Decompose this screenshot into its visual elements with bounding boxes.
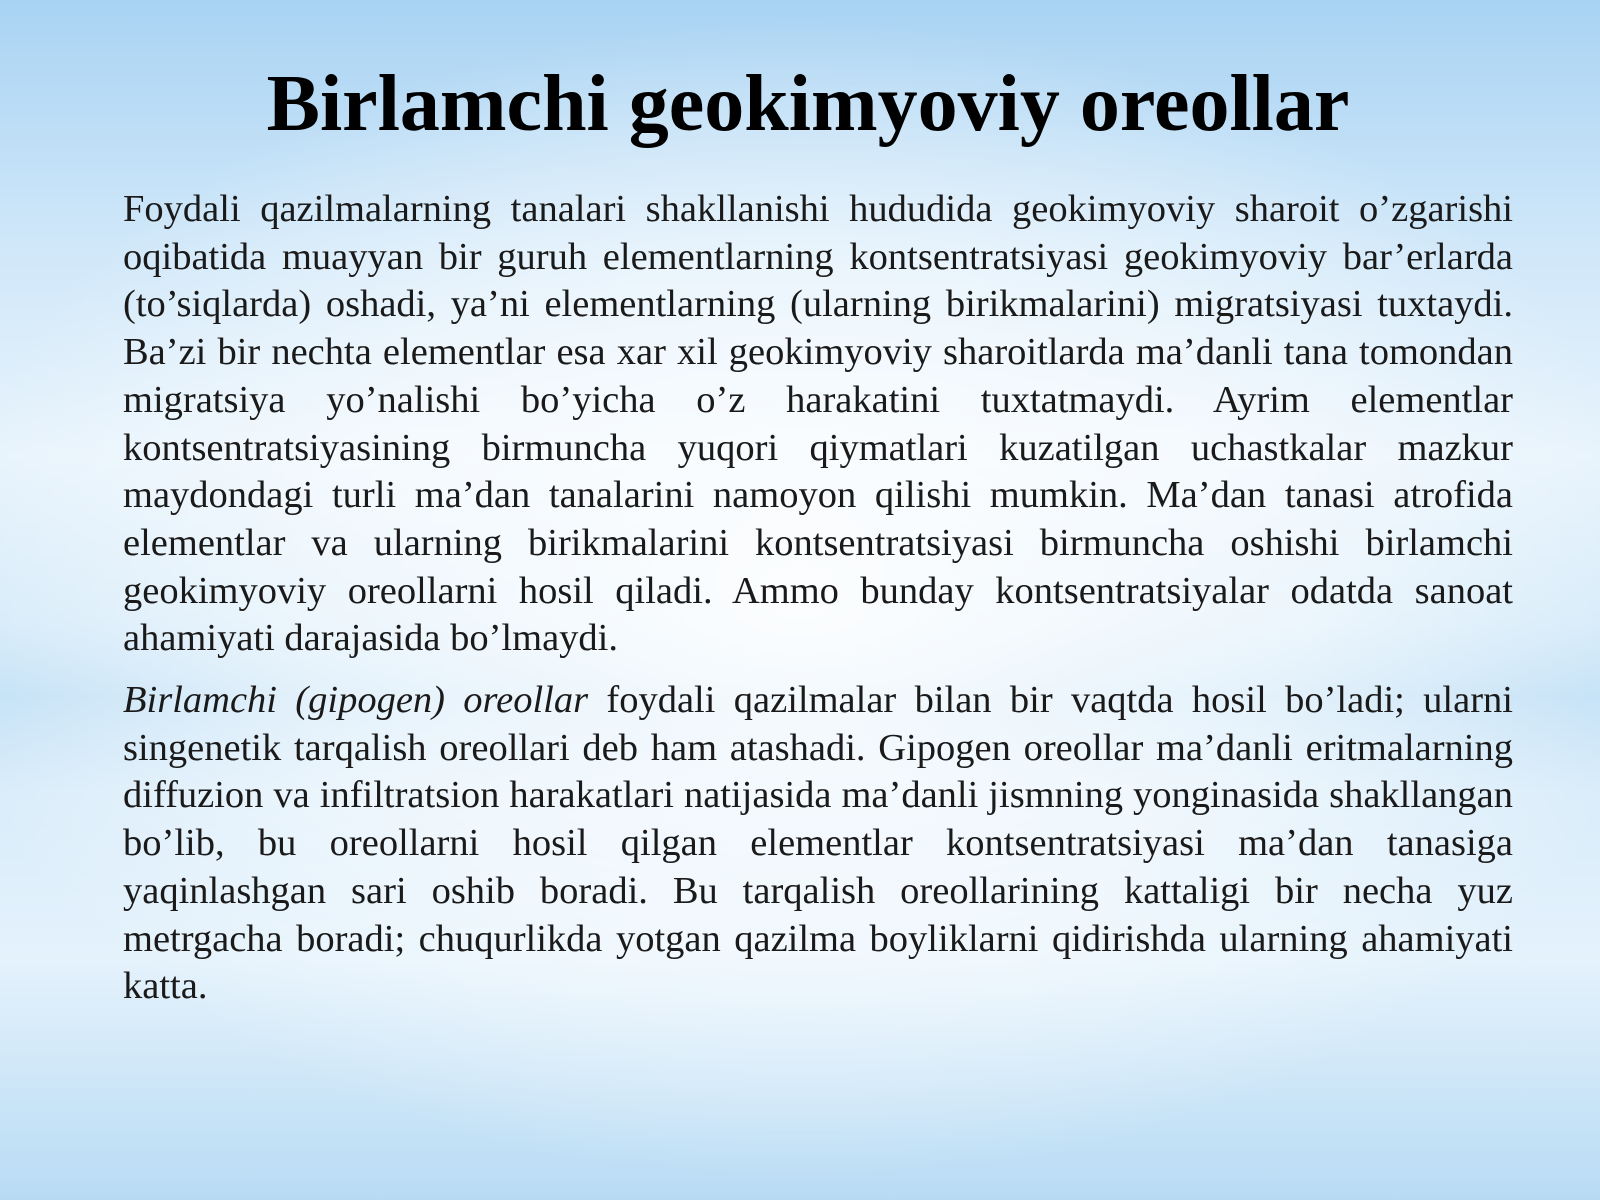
body-paragraph-1: Foydali qazilmalarning tanalari shakllanishi hududida geokimyoviy sharoit o’zgarishi oqibatida muayyan bir guruh elementlarning kontsentratsiyasi geokimyoviy bar’erlarda (to’siqlarda) oshadi, ya’ni elementlarning (ularning birikmalarini) migratsiyasi tuxtaydi. Ba’zi bir nechta elementlar esa xar xil geokimyoviy sharoitlarda ma’danli tana tomondan migratsiya yo’nalishi bo’yicha o’z harakatini tuxtatmaydi. Ayrim elementlar kontsentratsiyasining birmuncha yuqori qiymatlari kuzatilgan uchastkalar mazkur maydondagi turli ma’dan tanalarini namoyon qilishi mumkin. Ma’dan tanasi atrofida elementlar va ularning birikmalarini kontsentratsiyasi birmuncha oshishi birlamchi geokimyoviy oreollarni hosil qiladi. Ammo bunday kontsentratsiyalar odatda sanoat ahamiyati darajasida bo’lmaydi. xyxy=(123,188,1513,660)
body-paragraph-2 xyxy=(123,677,1513,1011)
paragraph-2-text: foydali qazilmalar bilan bir vaqtda hosil bo’ladi; ularni singenetik tarqalish oreollari deb ham atashadi. Gipogen oreollar ma’danli eritmalarning diffuzion va infiltratsion harakatlari natijasida ma’danli jismning yonginasida shakllangan bo’lib, bu oreollarni hosil qilgan elementlar kontsentratsiyasi ma’dan tanasiga yaqinlashgan sari oshib boradi. Bu tarqalish oreollarining kattaligi bir necha yuz metrgacha boradi; chuqurlikda yotgan qazilma boyliklarni qidirishda ularning ahamiyati katta. xyxy=(123,679,1513,1008)
slide-title: Birlamchi geokimyoviy oreollar xyxy=(266,60,1350,148)
slide-body xyxy=(123,186,1513,1011)
italic-term: Birlamchi (gipogen) oreollar xyxy=(123,679,589,722)
